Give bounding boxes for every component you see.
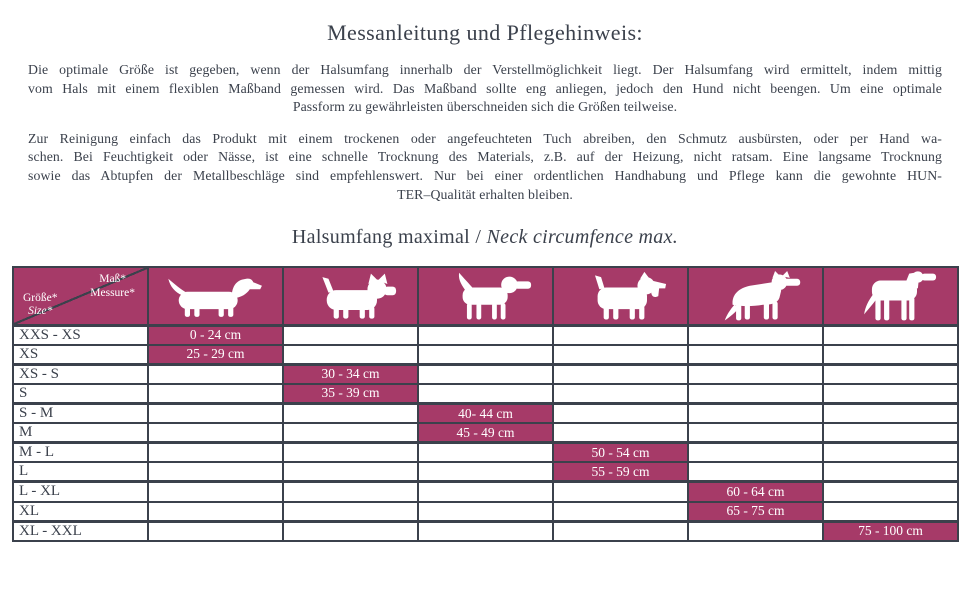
size-row-label: S (13, 384, 148, 404)
dachshund-icon (164, 271, 268, 323)
empty-cell (688, 462, 823, 482)
schnauzer-icon (569, 271, 673, 323)
great-dane-icon (839, 271, 943, 323)
empty-cell (823, 423, 958, 443)
empty-cell (823, 364, 958, 384)
empty-cell (688, 521, 823, 541)
empty-cell (688, 443, 823, 463)
empty-cell (823, 384, 958, 404)
table-row (13, 443, 958, 463)
empty-cell (148, 423, 283, 443)
empty-cell (418, 521, 553, 541)
table-row (13, 423, 958, 443)
empty-cell (283, 502, 418, 522)
size-row-label: S - M (13, 404, 148, 424)
size-row-label: L - XL (13, 482, 148, 502)
paragraph-line: Zur Reinigung einfach das Produkt mit einem trockenen oder angefeuchteten Tuch abreiben, den Schmutz ausbürsten, oder per Hand wa- (28, 130, 942, 146)
table-row (13, 325, 958, 345)
size-row-label: XL - XXL (13, 521, 148, 541)
terrier-icon (299, 271, 403, 323)
neck-range-cell: 25 - 29 cm (148, 345, 283, 365)
empty-cell (553, 345, 688, 365)
table-row (13, 404, 958, 424)
empty-cell (418, 462, 553, 482)
shepherd-icon (704, 271, 808, 323)
empty-cell (283, 521, 418, 541)
table-row (13, 521, 958, 541)
empty-cell (418, 502, 553, 522)
neck-range-cell: 55 - 59 cm (553, 462, 688, 482)
empty-cell (283, 325, 418, 345)
measuring-instructions-paragraph (28, 61, 942, 117)
empty-cell (283, 462, 418, 482)
table-row (13, 482, 958, 502)
empty-cell (823, 404, 958, 424)
dog-column-header (148, 267, 283, 325)
empty-cell (283, 482, 418, 502)
empty-cell (418, 482, 553, 502)
table-title-de: Halsumfang maximal / (291, 226, 487, 249)
empty-cell (553, 502, 688, 522)
care-paragraph (28, 130, 942, 204)
neck-range-cell: 30 - 34 cm (283, 364, 418, 384)
paragraph-line: Die optimale Größe ist gegeben, wenn der Halsumfang innerhalb der Verstellmöglichkeit liegt. Der Halsumfang wird ermittelt, indem mittig (28, 62, 942, 77)
dog-column-header (418, 267, 553, 325)
empty-cell (553, 521, 688, 541)
empty-cell (283, 404, 418, 424)
empty-cell (283, 423, 418, 443)
neck-range-cell: 75 - 100 cm (823, 521, 958, 541)
paragraph-line: vom Hals mit einem flexiblen Maßband gemessen wird. Das Maßband sollte eng anliegen, jedoch den Hund nicht beengen. Um eine optimale (28, 80, 942, 96)
paragraph-line: sowie das Abtupfen der Metallbeschläge sind empfehlenswert. Nur bei einer ordentlichen Handhabung und Pflege kann die gewohnte HUN- (28, 167, 942, 183)
empty-cell (148, 462, 283, 482)
table-row (13, 364, 958, 384)
empty-cell (148, 384, 283, 404)
measure-corner-label: Maß* Messure* (90, 273, 135, 299)
paragraph-line: schen. Bei Feuchtigkeit oder Nässe, ist eine schnelle Trocknung des Materials, z.B. auf der Heizung, nicht ratsam. Eine langsame Trocknung (28, 149, 942, 165)
table-row (13, 384, 958, 404)
empty-cell (688, 345, 823, 365)
empty-cell (553, 364, 688, 384)
empty-cell (148, 521, 283, 541)
empty-cell (418, 384, 553, 404)
empty-cell (148, 364, 283, 384)
size-row-label: XS - S (13, 364, 148, 384)
empty-cell (148, 482, 283, 502)
size-table (12, 266, 959, 542)
empty-cell (823, 462, 958, 482)
paragraph-line: Passform zu gewährleisten überschneiden sich die Größen teilweise. (292, 99, 678, 115)
empty-cell (418, 345, 553, 365)
empty-cell (823, 443, 958, 463)
table-title (0, 226, 970, 249)
empty-cell (553, 384, 688, 404)
size-row-label: M - L (13, 443, 148, 463)
table-header-row (13, 267, 958, 325)
empty-cell (688, 404, 823, 424)
size-row-label: L (13, 462, 148, 482)
dog-column-header (553, 267, 688, 325)
page-title: Messanleitung und Pflegehinweis: (327, 20, 643, 45)
size-table-body (13, 325, 958, 541)
empty-cell (688, 384, 823, 404)
pointer-icon (434, 271, 538, 323)
neck-range-cell: 50 - 54 cm (553, 443, 688, 463)
empty-cell (283, 443, 418, 463)
empty-cell (148, 404, 283, 424)
neck-range-cell: 35 - 39 cm (283, 384, 418, 404)
size-row-label: M (13, 423, 148, 443)
empty-cell (823, 482, 958, 502)
dog-column-header (688, 267, 823, 325)
empty-cell (688, 364, 823, 384)
empty-cell (553, 404, 688, 424)
empty-cell (418, 443, 553, 463)
empty-cell (823, 325, 958, 345)
size-row-label: XS (13, 345, 148, 365)
size-row-label: XL (13, 502, 148, 522)
size-row-label: XXS - XS (13, 325, 148, 345)
table-row (13, 345, 958, 365)
table-corner-cell (13, 267, 148, 325)
empty-cell (823, 345, 958, 365)
table-title-en: Neck circumfence max. (486, 226, 679, 249)
empty-cell (418, 325, 553, 345)
empty-cell (148, 443, 283, 463)
empty-cell (283, 345, 418, 365)
empty-cell (148, 502, 283, 522)
table-row (13, 502, 958, 522)
neck-range-cell: 65 - 75 cm (688, 502, 823, 522)
dog-column-header (283, 267, 418, 325)
empty-cell (553, 482, 688, 502)
empty-cell (823, 502, 958, 522)
neck-range-cell: 60 - 64 cm (688, 482, 823, 502)
table-row (13, 462, 958, 482)
size-corner-label: Größe* Size* (23, 291, 58, 318)
dog-column-header (823, 267, 958, 325)
empty-cell (688, 325, 823, 345)
empty-cell (553, 423, 688, 443)
empty-cell (688, 423, 823, 443)
neck-range-cell: 0 - 24 cm (148, 325, 283, 345)
neck-range-cell: 45 - 49 cm (418, 423, 553, 443)
paragraph-line: TER–Qualität erhalten bleiben. (397, 186, 573, 202)
empty-cell (418, 364, 553, 384)
neck-range-cell: 40- 44 cm (418, 404, 553, 424)
empty-cell (553, 325, 688, 345)
